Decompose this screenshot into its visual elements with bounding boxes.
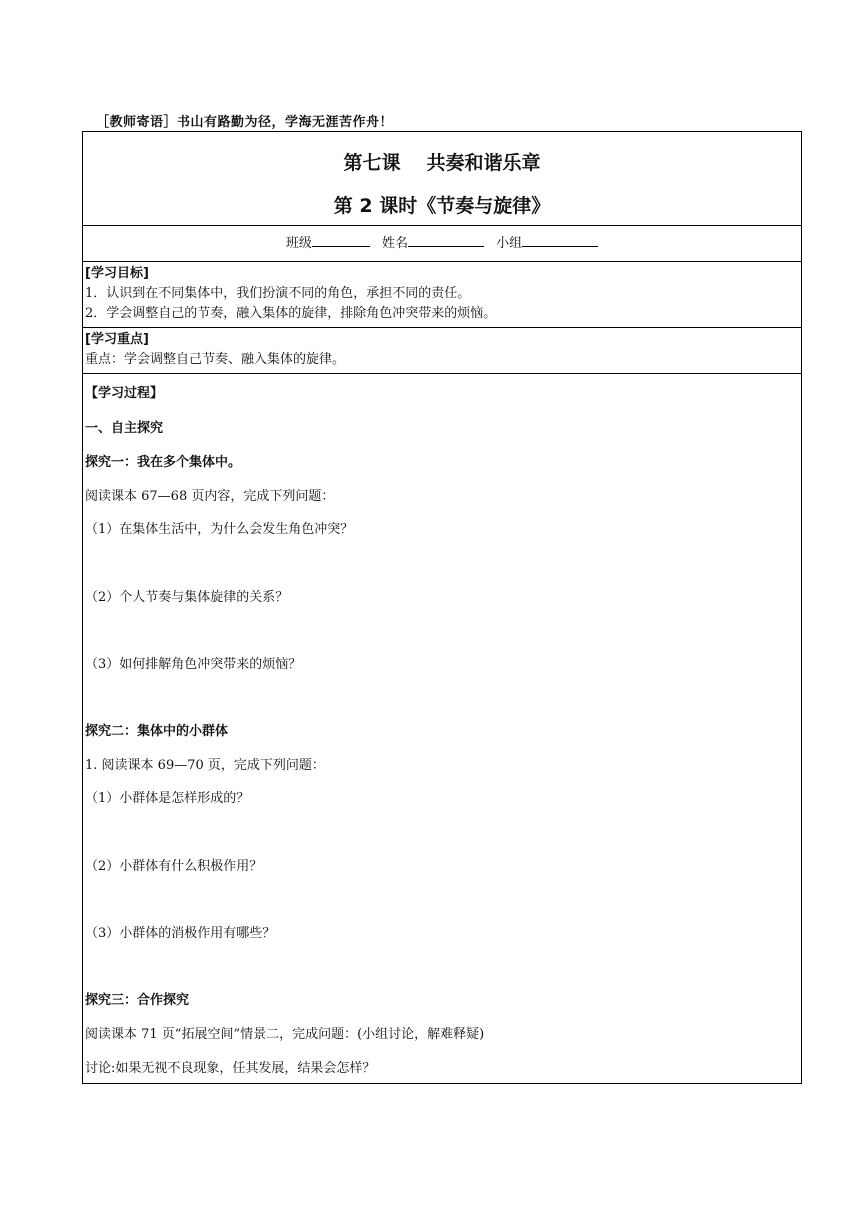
title-block	[83, 132, 801, 225]
explore1-title: 探究一：我在多个集体中。	[85, 455, 242, 470]
explore2-title: 探究二：集体中的小群体	[85, 724, 229, 739]
class-field[interactable]	[286, 236, 370, 251]
class-blank[interactable]	[312, 234, 370, 247]
question: （2）小群体有什么积极作用？	[85, 859, 263, 874]
question: （1）小群体是怎样形成的？	[85, 791, 250, 806]
teacher-motto: ［教师寄语］书山有路勤为径，学海无涯苦作舟！	[96, 115, 394, 130]
keypoints-heading: [学习重点]	[85, 332, 149, 347]
keypoints-text: 重点：学会调整自己节奏、融入集体的旋律。	[85, 352, 346, 367]
explore3-intro: 阅读课本 71 页“拓展空间”情景二，完成问题：(小组讨论，解难释疑)	[85, 1027, 485, 1042]
lesson-number: 第七课	[343, 152, 401, 174]
class-label: 班级	[285, 236, 312, 251]
explore1-intro: 阅读课本 67—68 页内容，完成下列问题：	[85, 489, 335, 504]
question: （3）小群体的消极作用有哪些？	[85, 926, 276, 941]
group-blank[interactable]	[522, 234, 598, 247]
group-label: 小组	[496, 236, 523, 251]
section-heading: 一、自主探究	[85, 421, 164, 436]
name-label: 姓名	[381, 236, 408, 251]
process-section	[83, 373, 801, 1083]
chapter-name: 共奏和谐乐章	[426, 152, 541, 174]
question: （2）个人节奏与集体旋律的关系？	[85, 590, 289, 605]
objective-item: 2．学会调整自己的节奏，融入集体的旋律，排除角色冲突带来的烦恼。	[85, 306, 497, 321]
name-blank[interactable]	[408, 234, 484, 247]
group-field[interactable]	[496, 236, 598, 251]
worksheet-table	[82, 131, 802, 1084]
question: （3）如何排解角色冲突带来的烦恼？	[85, 657, 302, 672]
keypoints-section	[83, 327, 801, 373]
objectives-section	[83, 261, 801, 327]
name-field[interactable]	[382, 236, 484, 251]
lesson-subtitle: 第 2 课时《节奏与旋律》	[333, 195, 551, 217]
lesson-title	[83, 148, 801, 175]
question: （1）在集体生活中，为什么会发生角色冲突？	[85, 522, 354, 537]
process-heading: 【学习过程】	[85, 386, 164, 401]
discussion-question: 讨论:如果无视不良现象，任其发展，结果会怎样？	[85, 1061, 376, 1076]
explore2-intro: 1. 阅读课本 69—70 页，完成下列问题：	[85, 758, 325, 773]
objective-item: 1．认识到在不同集体中，我们扮演不同的角色，承担不同的责任。	[85, 286, 471, 301]
objectives-heading: [学习目标]	[85, 266, 149, 281]
explore3-title: 探究三：合作探究	[85, 993, 190, 1008]
student-info-row	[83, 225, 801, 261]
